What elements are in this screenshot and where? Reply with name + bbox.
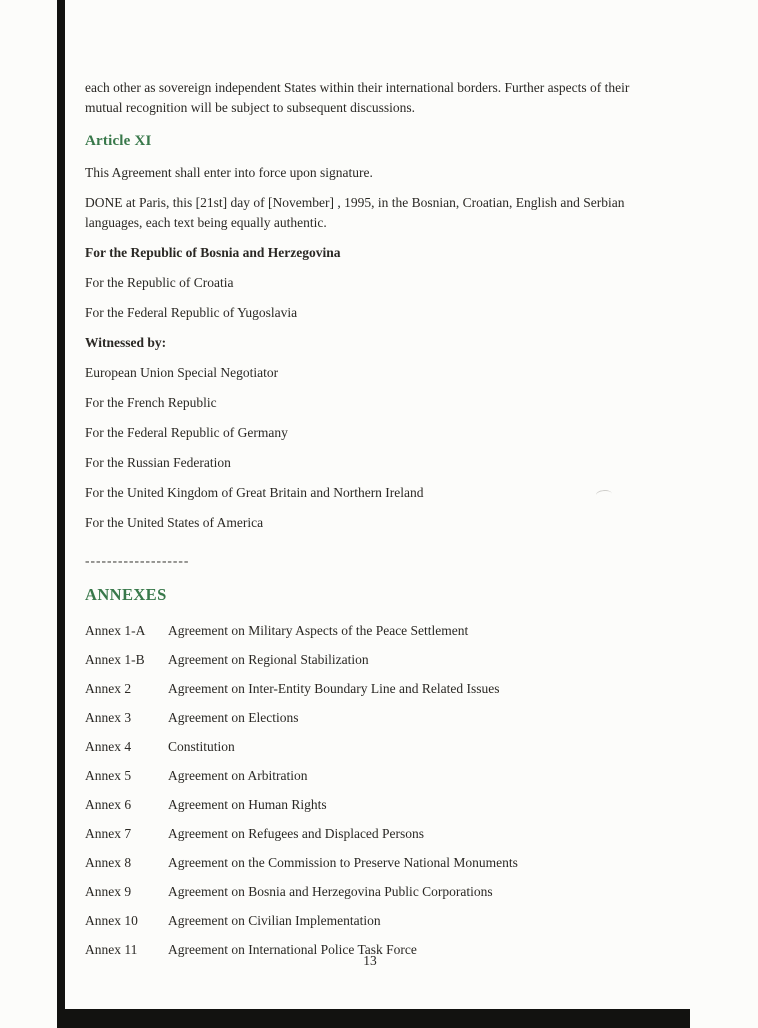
annex-row [85, 766, 657, 786]
annexes-heading: ANNEXES [85, 585, 167, 604]
witnessed-by-label: Witnessed by: [85, 335, 167, 350]
annex-title: Agreement on Inter-Entity Boundary Line and Related Issues [168, 681, 500, 696]
annex-label: Annex 5 [85, 768, 132, 783]
annex-row [85, 824, 657, 844]
annex-row [85, 650, 657, 670]
document-content [85, 78, 657, 969]
annex-label: Annex 1-B [85, 652, 145, 667]
annex-row [85, 621, 657, 641]
annex-row [85, 708, 657, 728]
annex-title: Agreement on Refugees and Displaced Persons [168, 826, 425, 841]
annex-label: Annex 4 [85, 739, 132, 754]
annex-title: Agreement on Arbitration [168, 768, 308, 783]
witness-line-eu: European Union Special Negotiator [85, 365, 279, 380]
done-clause: DONE at Paris, this [21st] day of [November] , 1995, in the Bosnian, Croatian, English and Serbian languages, each text being equally authentic. [85, 195, 625, 230]
annex-title: Agreement on Human Rights [168, 797, 327, 812]
annex-row [85, 795, 657, 815]
annex-row [85, 679, 657, 699]
witness-line-russia: For the Russian Federation [85, 455, 231, 470]
signatory-line-croatia: For the Republic of Croatia [85, 275, 234, 290]
page-number: 13 [363, 953, 377, 968]
signatory-line-yugoslavia: For the Federal Republic of Yugoslavia [85, 305, 298, 320]
annex-title: Agreement on the Commission to Preserve National Monuments [168, 855, 518, 870]
witness-line-france: For the French Republic [85, 395, 217, 410]
annex-list [85, 621, 657, 960]
dashed-separator: ------------------- [85, 553, 190, 568]
annex-title: Agreement on Bosnia and Herzegovina Public Corporations [168, 884, 493, 899]
annex-row [85, 911, 657, 931]
annex-label: Annex 3 [85, 710, 132, 725]
annex-label: Annex 1-A [85, 623, 146, 638]
annex-title: Agreement on Elections [168, 710, 299, 725]
scan-edge-bottom [57, 1009, 690, 1028]
witness-line-uk: For the United Kingdom of Great Britain and Northern Ireland [85, 485, 424, 500]
annex-title: Constitution [168, 739, 235, 754]
article-xi-heading: Article XI [85, 133, 152, 149]
annex-label: Annex 7 [85, 826, 132, 841]
intro-paragraph: each other as sovereign independent States within their international borders. Further aspects of their mutual recognition will be subject to subsequent discussions. [85, 80, 630, 115]
annex-row [85, 737, 657, 757]
annex-label: Annex 10 [85, 913, 138, 928]
annex-title: Agreement on Civilian Implementation [168, 913, 381, 928]
annex-row [85, 882, 657, 902]
scan-edge-left [57, 0, 65, 1028]
witness-line-usa: For the United States of America [85, 515, 264, 530]
annex-label: Annex 11 [85, 942, 138, 957]
annex-label: Annex 6 [85, 797, 132, 812]
annex-title: Agreement on Regional Stabilization [168, 652, 369, 667]
signatory-line-bosnia: For the Republic of Bosnia and Herzegovina [85, 245, 341, 260]
annex-row [85, 853, 657, 873]
annex-label: Annex 2 [85, 681, 132, 696]
annex-label: Annex 8 [85, 855, 132, 870]
witness-line-germany: For the Federal Republic of Germany [85, 425, 288, 440]
annex-label: Annex 9 [85, 884, 132, 899]
annex-title: Agreement on International Police Task Force [168, 942, 417, 957]
entry-into-force-clause: This Agreement shall enter into force upon signature. [85, 165, 373, 180]
annex-title: Agreement on Military Aspects of the Peace Settlement [168, 623, 469, 638]
